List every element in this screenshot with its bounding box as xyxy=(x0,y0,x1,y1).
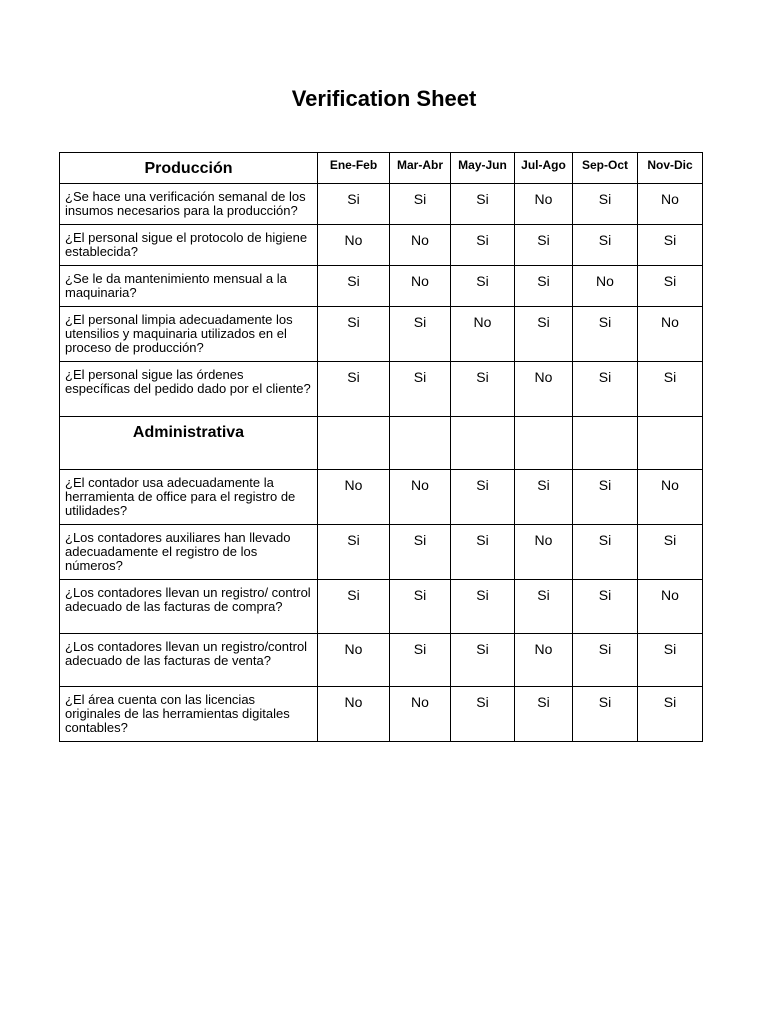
table-row xyxy=(60,525,703,580)
question-cell: ¿Se hace una verificación semanal de los insumos necesarios para la producción? xyxy=(60,184,318,225)
month-header: Nov-Dic xyxy=(638,153,703,184)
answer-cell: Si xyxy=(318,266,390,307)
month-header: Mar-Abr xyxy=(390,153,451,184)
answer-cell: Si xyxy=(451,525,515,580)
answer-cell: No xyxy=(515,634,573,687)
answer-cell: No xyxy=(318,470,390,525)
table-row xyxy=(60,362,703,417)
answer-cell: Si xyxy=(638,266,703,307)
answer-cell: Si xyxy=(451,580,515,634)
answer-cell: No xyxy=(638,580,703,634)
question-cell: ¿Los contadores llevan un registro/ control adecuado de las facturas de compra? xyxy=(60,580,318,634)
answer-cell: Si xyxy=(573,184,638,225)
empty-cell xyxy=(515,417,573,470)
answer-cell: Si xyxy=(573,580,638,634)
answer-cell: Si xyxy=(573,470,638,525)
answer-cell: Si xyxy=(638,634,703,687)
answer-cell: No xyxy=(318,225,390,266)
answer-cell: Si xyxy=(318,362,390,417)
answer-cell: Si xyxy=(515,470,573,525)
empty-cell xyxy=(451,417,515,470)
answer-cell: Si xyxy=(451,470,515,525)
answer-cell: No xyxy=(390,266,451,307)
answer-cell: No xyxy=(318,687,390,742)
answer-cell: No xyxy=(318,634,390,687)
empty-cell xyxy=(318,417,390,470)
answer-cell: Si xyxy=(390,184,451,225)
answer-cell: No xyxy=(515,525,573,580)
table-row xyxy=(60,634,703,687)
answer-cell: Si xyxy=(390,307,451,362)
answer-cell: Si xyxy=(451,362,515,417)
answer-cell: Si xyxy=(451,184,515,225)
table-row xyxy=(60,307,703,362)
answer-cell: No xyxy=(390,687,451,742)
answer-cell: Si xyxy=(573,525,638,580)
section-title: Producción xyxy=(60,153,318,184)
answer-cell: No xyxy=(638,184,703,225)
section-header-row xyxy=(60,417,703,470)
answer-cell: Si xyxy=(318,307,390,362)
table-row xyxy=(60,687,703,742)
table-row xyxy=(60,266,703,307)
empty-cell xyxy=(573,417,638,470)
verification-table xyxy=(59,152,703,742)
empty-cell xyxy=(390,417,451,470)
page-title: Verification Sheet xyxy=(291,86,477,111)
question-cell: ¿El área cuenta con las licencias originales de las herramientas digitales contables? xyxy=(60,687,318,742)
table-row xyxy=(60,225,703,266)
answer-cell: Si xyxy=(515,687,573,742)
answer-cell: No xyxy=(390,470,451,525)
answer-cell: Si xyxy=(390,634,451,687)
answer-cell: Si xyxy=(638,525,703,580)
answer-cell: Si xyxy=(638,225,703,266)
answer-cell: No xyxy=(515,184,573,225)
section-header-row xyxy=(60,153,703,184)
answer-cell: Si xyxy=(515,266,573,307)
answer-cell: Si xyxy=(573,362,638,417)
answer-cell: Si xyxy=(451,266,515,307)
answer-cell: No xyxy=(573,266,638,307)
section-title: Administrativa xyxy=(60,417,318,470)
answer-cell: No xyxy=(390,225,451,266)
answer-cell: Si xyxy=(390,525,451,580)
table-row xyxy=(60,580,703,634)
empty-cell xyxy=(638,417,703,470)
answer-cell: Si xyxy=(318,184,390,225)
question-cell: ¿El contador usa adecuadamente la herramienta de office para el registro de utilidades? xyxy=(60,470,318,525)
answer-cell: Si xyxy=(573,687,638,742)
answer-cell: Si xyxy=(638,687,703,742)
answer-cell: No xyxy=(638,307,703,362)
answer-cell: Si xyxy=(390,362,451,417)
question-cell: ¿Se le da mantenimiento mensual a la maquinaria? xyxy=(60,266,318,307)
answer-cell: Si xyxy=(573,307,638,362)
answer-cell: Si xyxy=(573,634,638,687)
table-row xyxy=(60,470,703,525)
answer-cell: Si xyxy=(318,525,390,580)
month-header: Jul-Ago xyxy=(515,153,573,184)
answer-cell: Si xyxy=(638,362,703,417)
answer-cell: No xyxy=(515,362,573,417)
table-row xyxy=(60,184,703,225)
answer-cell: Si xyxy=(318,580,390,634)
answer-cell: Si xyxy=(451,687,515,742)
answer-cell: Si xyxy=(451,634,515,687)
answer-cell: No xyxy=(451,307,515,362)
answer-cell: Si xyxy=(390,580,451,634)
month-header: Sep-Oct xyxy=(573,153,638,184)
answer-cell: Si xyxy=(515,580,573,634)
answer-cell: No xyxy=(638,470,703,525)
question-cell: ¿El personal limpia adecuadamente los utensilios y maquinaria utilizados en el proceso de producción? xyxy=(60,307,318,362)
month-header: Ene-Feb xyxy=(318,153,390,184)
question-cell: ¿El personal sigue las órdenes específicas del pedido dado por el cliente? xyxy=(60,362,318,417)
month-header: May-Jun xyxy=(451,153,515,184)
question-cell: ¿Los contadores llevan un registro/control adecuado de las facturas de venta? xyxy=(60,634,318,687)
answer-cell: Si xyxy=(573,225,638,266)
answer-cell: Si xyxy=(451,225,515,266)
answer-cell: Si xyxy=(515,307,573,362)
question-cell: ¿El personal sigue el protocolo de higiene establecida? xyxy=(60,225,318,266)
question-cell: ¿Los contadores auxiliares han llevado adecuadamente el registro de los números? xyxy=(60,525,318,580)
answer-cell: Si xyxy=(515,225,573,266)
